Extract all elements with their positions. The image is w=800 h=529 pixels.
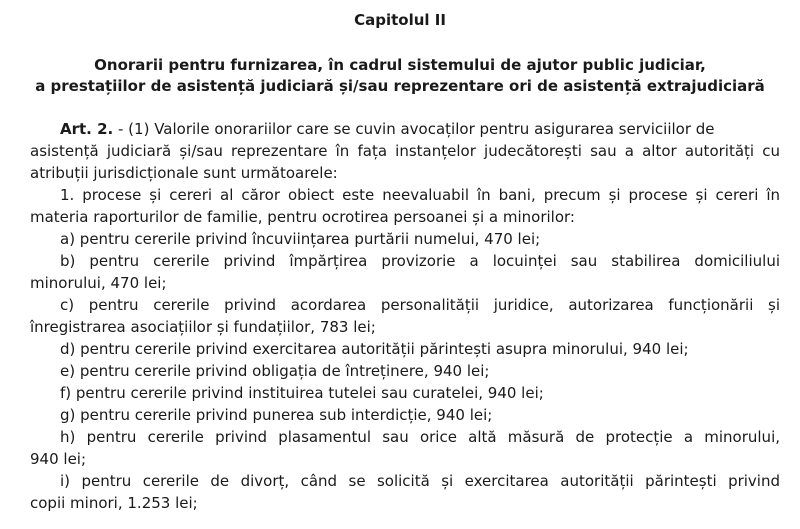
item-c: c) pentru cererile privind acordarea personalității juridice, autorizarea funcționării și	[60, 296, 780, 314]
item-g: g) pentru cererile privind punerea sub interdicție, 940 lei;	[60, 406, 493, 424]
section-heading-line-1: Onorarii pentru furnizarea, în cadrul sistemului de ajutor public judiciar,	[94, 56, 706, 74]
item-i-continuation: copii minori, 1.253 lei;	[30, 494, 198, 512]
section-heading-line-2: a prestațiilor de asistență judiciară și/sau reprezentare ori de asistență extrajudiciară	[35, 77, 765, 95]
item-h-continuation: 940 lei;	[30, 450, 87, 468]
item-d: d) pentru cererile privind exercitarea autorității părintești asupra minorului, 940 lei;	[60, 340, 689, 358]
item-h: h) pentru cererile privind plasamentul sau orice altă măsură de protecție a minorului,	[60, 428, 780, 446]
paragraph-line: asistență judiciară și/sau reprezentare în fața instanțelor judecătorești sau a altor autorități cu	[30, 142, 780, 160]
item-c-continuation: înregistrarea asociațiilor și fundațiilor, 783 lei;	[30, 318, 376, 336]
point-1-continuation: materia raporturilor de familie, pentru ocrotirea persoanei și a minorilor:	[30, 208, 575, 226]
item-b-continuation: minorului, 470 lei;	[30, 274, 167, 292]
item-b: b) pentru cererile privind împărțirea provizorie a locuinței sau stabilirea domiciliului	[60, 252, 780, 270]
article-intro: - (1) Valorile onorariilor care se cuvin avocaților pentru asigurarea serviciilor de	[113, 120, 715, 138]
point-1-line: 1. procese și cereri al căror obiect este neevaluabil în bani, precum și procese și cereri în	[60, 186, 780, 204]
item-i: i) pentru cererile de divorț, când se solicită și exercitarea autorității părintești privind	[60, 472, 780, 490]
chapter-title: Capitolul II	[354, 11, 446, 29]
item-a: a) pentru cererile privind încuviințarea purtării numelui, 470 lei;	[60, 230, 541, 248]
article-first-line	[60, 118, 780, 140]
paragraph-line: atribuții jurisdicționale sunt următoarele:	[30, 164, 338, 182]
item-f: f) pentru cererile privind instituirea tutelei sau curatelei, 940 lei;	[60, 384, 544, 402]
item-e: e) pentru cererile privind obligația de întreținere, 940 lei;	[60, 362, 490, 380]
article-label: Art. 2.	[60, 120, 114, 138]
